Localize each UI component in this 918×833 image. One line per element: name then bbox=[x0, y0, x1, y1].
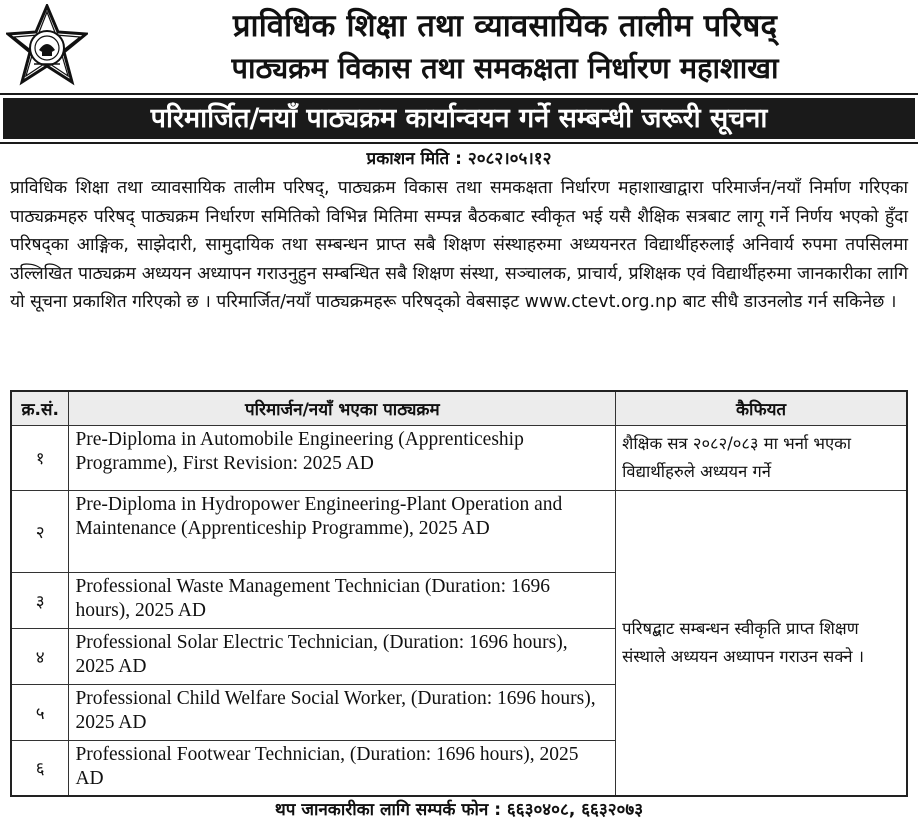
organization-title: प्राविधिक शिक्षा तथा व्यावसायिक तालीम परिषद् bbox=[232, 8, 778, 44]
banner-title: परिमार्जित/नयाँ पाठ्यक्रम कार्यान्वयन गर्ने सम्बन्धी जरूरी सूचना bbox=[150, 103, 768, 134]
header-curriculum: परिमार्जन/नयाँ भएका पाठ्यक्रम bbox=[69, 391, 616, 425]
header-remarks: कैफियत bbox=[616, 391, 907, 425]
row-serial: ५ bbox=[11, 684, 69, 740]
curriculum-name: Professional Solar Electric Technician, (Duration: 1696 hours), 2025 AD bbox=[69, 628, 616, 684]
curriculum-name: Pre-Diploma in Automobile Engineering (Apprenticeship Programme), First Revision: 2025 AD bbox=[69, 425, 616, 490]
row-serial: ४ bbox=[11, 628, 69, 684]
notice-header bbox=[0, 0, 918, 93]
curriculum-table bbox=[10, 390, 908, 797]
table-row bbox=[11, 425, 907, 490]
notice-body: प्राविधिक शिक्षा तथा व्यावसायिक तालीम परिषद्, पाठ्यक्रम विकास तथा समकक्षता निर्धारण महाशाखाद्वारा परिमार्जन/नयाँ निर्माण गरिएका पाठ्यक्रमहरु परिषद् पाठ्यक्रम निर्धारण समितिको विभिन्न मितिमा सम्पन्न बैठकबाट स्वीकृत भई यसै शैक्षिक सत्रबाट लागू गर्ने निर्णय भएको हुँदा परिषद्का आङ्गिक, साझेदारी, सामुदायिक तथा सम्बन्धन प्राप्त सबै शिक्षण संस्थाहरुमा अध्ययनरत विद्यार्थीहरुलाई अनिवार्य रुपमा तपसिलमा उल्लिखित पाठ्यक्रम अध्ययन अध्यापन गराउनुहुन सम्बन्धित सबै शिक्षण संस्था, सञ्चालक, प्राचार्य, प्रशिक्षक एवं विद्यार्थीहरुमा जानकारीका लागि यो सूचना प्रकाशित गरिएको छ । परिमार्जित/नयाँ पाठ्यक्रमहरू परिषद्को वेबसाइट www.ctevt.org.np बाट सीधै डाउनलोड गर्न सकिनेछ । bbox=[10, 178, 908, 313]
row-serial: ३ bbox=[11, 572, 69, 628]
header-serial: क्र.सं. bbox=[11, 391, 69, 425]
remark-cell: परिषद्बाट सम्बन्धन स्वीकृति प्राप्त शिक्षण संस्थाले अध्ययन अध्यापन गराउन सक्ने । bbox=[616, 490, 907, 796]
curriculum-name: Professional Child Welfare Social Worker, (Duration: 1696 hours), 2025 AD bbox=[69, 684, 616, 740]
row-serial: २ bbox=[11, 490, 69, 572]
row-serial: १ bbox=[11, 425, 69, 490]
division-title: पाठ्यक्रम विकास तथा समकक्षता निर्धारण महाशाखा bbox=[231, 51, 779, 85]
table-row bbox=[11, 490, 907, 572]
curriculum-name: Professional Waste Management Technician (Duration: 1696 hours), 2025 AD bbox=[69, 572, 616, 628]
curriculum-name: Professional Footwear Technician, (Duration: 1696 hours), 2025 AD bbox=[69, 740, 616, 796]
table-header-row bbox=[11, 391, 907, 425]
row-serial: ६ bbox=[11, 740, 69, 796]
notice-banner bbox=[0, 95, 918, 142]
remark-cell: शैक्षिक सत्र २०८२/०८३ मा भर्ना भएका विद्यार्थीहरुले अध्ययन गर्ने bbox=[616, 425, 907, 490]
curriculum-name: Pre-Diploma in Hydropower Engineering-Plant Operation and Maintenance (Apprenticeship Programme), 2025 AD bbox=[69, 490, 616, 572]
ctevt-emblem-icon bbox=[6, 4, 88, 90]
contact-footer: थप जानकारीका लागि सम्पर्क फोन : ६६३०४०८, ६६३२०७३ bbox=[274, 800, 644, 820]
publication-date: प्रकाशन मिति : २०८२।०५।१२ bbox=[366, 149, 552, 169]
